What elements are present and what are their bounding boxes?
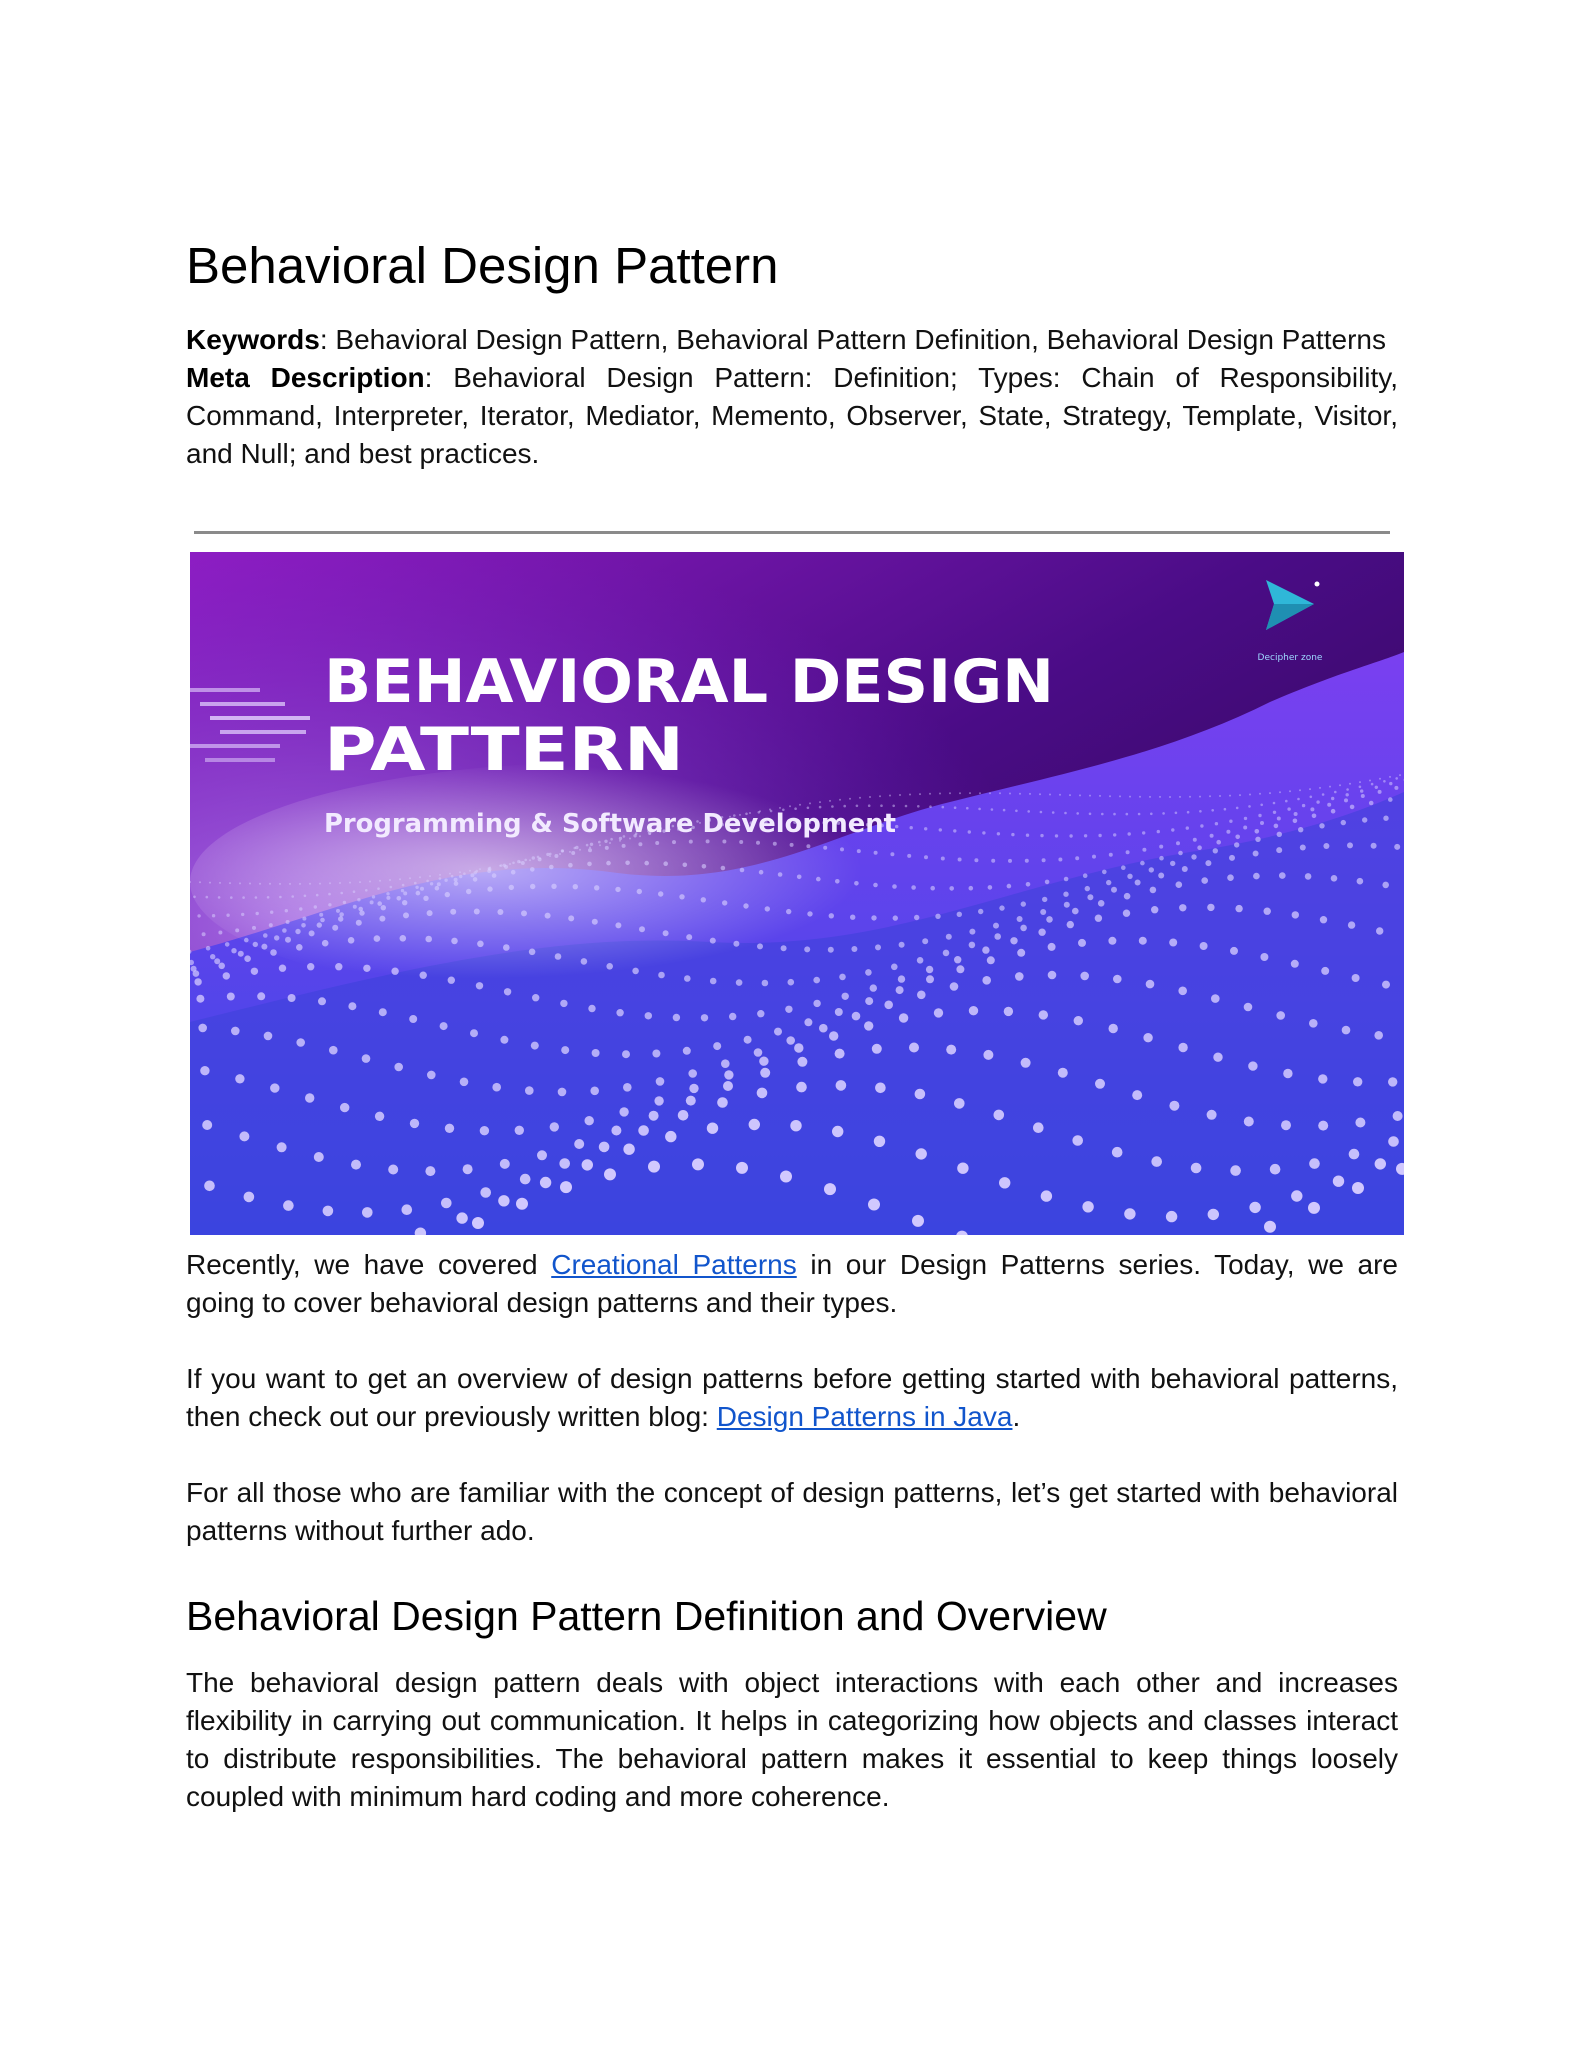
brand-name: Decipher zone — [1257, 653, 1323, 663]
keywords-label: Keywords — [186, 324, 320, 355]
intro-text-end: in our Design Patterns series. Today, we are going to cover behavioral design patterns and their types. — [186, 1249, 1398, 1318]
keywords-line — [186, 321, 1398, 359]
overview-text-end: . — [1012, 1401, 1021, 1432]
page-title: Behavioral Design Pattern — [186, 237, 779, 294]
banner-headline-line2: PATTERN — [324, 715, 684, 785]
intro-paragraph — [186, 1246, 1398, 1322]
definition-paragraph: The behavioral design pattern deals with object interactions with each other and increases flexibility in carrying out communication. It helps in categorizing how objects and classes interact to distribute responsibilities. The behavioral pattern makes it essential to keep things loosely coupled with minimum hard coding and more coherence. — [186, 1667, 1398, 1812]
banner-image — [190, 552, 1404, 1235]
intro-text-start: Recently, we have covered — [186, 1249, 552, 1280]
meta-description-label: Meta Description — [186, 362, 425, 393]
creational-patterns-link[interactable]: Creational Patterns — [551, 1249, 797, 1280]
banner-subtitle: Programming & Software Development — [324, 809, 896, 839]
design-patterns-java-link[interactable]: Design Patterns in Java — [716, 1401, 1013, 1432]
overview-paragraph — [186, 1360, 1398, 1436]
meta-description-text: : Behavioral Design Pattern: Definition; Types: Chain of Responsibility, Command, Interpreter, Iterator, Mediator, Memento, Observer, State, Strategy, Template, Visitor, and Null; and best practices. — [186, 362, 1398, 469]
familiar-paragraph: For all those who are familiar with the concept of design patterns, let’s get started with behavioral patterns without further ado. — [186, 1477, 1398, 1546]
meta-description-line — [186, 359, 1398, 473]
overview-text-start: If you want to get an overview of design patterns before getting started with behavioral patterns, then check out our previously written blog: — [186, 1363, 1398, 1432]
section-heading: Behavioral Design Pattern Definition and Overview — [186, 1593, 1107, 1639]
horizontal-divider — [194, 531, 1390, 534]
meta-block — [186, 321, 1398, 473]
banner-headline-line1: BEHAVIORAL DESIGN — [324, 647, 1054, 717]
keywords-text: : Behavioral Design Pattern, Behavioral Pattern Definition, Behavioral Design Patterns — [319, 324, 1386, 355]
